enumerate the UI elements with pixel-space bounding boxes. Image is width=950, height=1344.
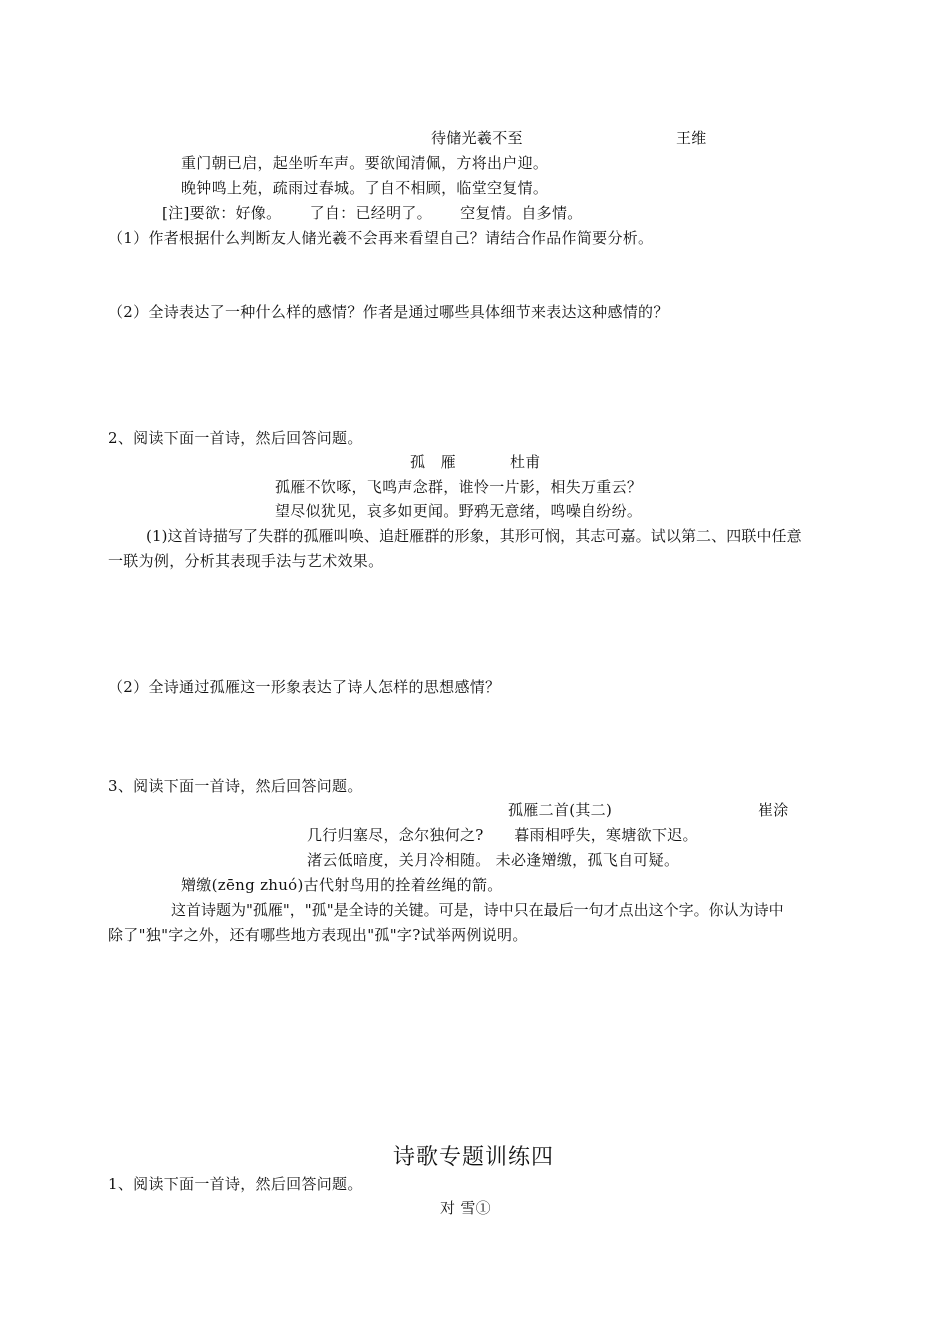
poem1-title: 待储光羲不至	[431, 129, 523, 147]
section3-poem-line2: 渚云低暗度，关月冷相随。 未必逢矰缴，孤飞自可疑。	[307, 851, 680, 869]
poem1-author: 王维	[676, 129, 707, 147]
poem1-question1: （1）作者根据什么判断友人储光羲不会再来看望自己？请结合作品作简要分析。	[108, 229, 654, 247]
section3-question-line2: 除了"独"字之外，还有哪些地方表现出"孤"字?试举两例说明。	[108, 926, 528, 944]
section4-heading: 1、阅读下面一首诗，然后回答问题。	[108, 1175, 363, 1193]
section3-note: 矰缴(zēng zhuó)古代射鸟用的拴着丝绳的箭。	[181, 876, 503, 894]
poem1-line1: 重门朝已启，起坐听车声。要欲闻清佩，方将出户迎。	[181, 154, 549, 172]
section2-question1-line2: 一联为例，分析其表现手法与艺术效果。	[108, 552, 384, 570]
section2-poem-title: 孤 雁	[410, 453, 456, 471]
section3-poem-title: 孤雁二首(其二)	[508, 801, 613, 819]
section4-poem-title: 对 雪①	[440, 1199, 491, 1217]
section3-poem-line1: 几行归塞尽，念尔独何之? 暮雨相呼失，寒塘欲下迟。	[307, 826, 698, 844]
section2-heading: 2、阅读下面一首诗，然后回答问题。	[108, 429, 363, 447]
section3-question-line1: 这首诗题为"孤雁"，"孤"是全诗的关键。可是，诗中只在最后一句才点出这个字。你认为诗中	[171, 901, 784, 919]
poem1-note: [注]要欲：好像。 了自：已经明了。 空复情。自多情。	[162, 204, 583, 222]
section3-heading: 3、阅读下面一首诗，然后回答问题。	[108, 777, 363, 795]
section2-poem-author: 杜甫	[510, 453, 541, 471]
section2-question2: （2）全诗通过孤雁这一形象表达了诗人怎样的思想感情？	[108, 678, 501, 696]
poem1-question2: （2）全诗表达了一种什么样的感情？作者是通过哪些具体细节来表达这种感情的？	[108, 303, 669, 321]
section3-poem-author: 崔涂	[758, 801, 789, 819]
section2-poem-line2: 望尽似犹见，哀多如更闻。野鸦无意绪，鸣噪自纷纷。	[275, 502, 643, 520]
section2-poem-line1: 孤雁不饮啄，飞鸣声念群，谁怜一片影，相失万重云？	[275, 478, 643, 496]
section4-title: 诗歌专题训练四	[393, 1145, 555, 1170]
poem1-line2: 晚钟鸣上苑，疏雨过春城。了自不相顾，临堂空复情。	[181, 179, 549, 197]
section2-question1-line1: (1)这首诗描写了失群的孤雁叫唤、追赶雁群的形象，其形可悯，其志可嘉。试以第二、四联中任意	[146, 527, 802, 545]
